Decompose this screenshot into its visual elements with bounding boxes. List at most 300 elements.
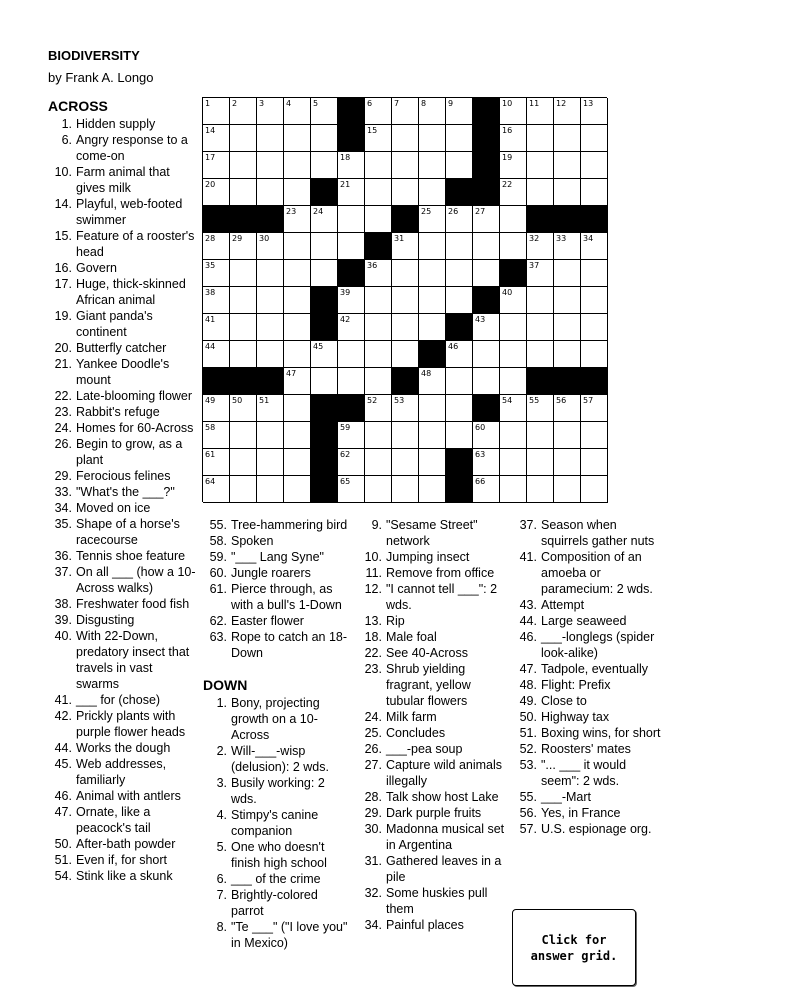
- cell-number: 17: [205, 153, 216, 162]
- grid-cell[interactable]: [230, 395, 257, 422]
- clue-text: Even if, for short: [76, 853, 168, 867]
- grid-cell[interactable]: [284, 287, 311, 314]
- grid-cell[interactable]: [473, 476, 500, 503]
- grid-cell[interactable]: [338, 368, 365, 395]
- grid-block: [392, 368, 419, 395]
- clue-number: 29.: [364, 806, 382, 820]
- clue-number: 22.: [54, 389, 72, 403]
- grid-cell[interactable]: [500, 98, 527, 125]
- grid-cell[interactable]: [257, 233, 284, 260]
- cell-number: 52: [367, 396, 378, 405]
- grid-cell[interactable]: [419, 98, 446, 125]
- grid-cell[interactable]: [500, 422, 527, 449]
- clue-number: 25.: [364, 726, 382, 740]
- grid-cell[interactable]: [527, 179, 554, 206]
- grid-cell[interactable]: [338, 422, 365, 449]
- grid-cell[interactable]: [230, 449, 257, 476]
- cell-number: 54: [502, 396, 513, 405]
- clue-number: 44.: [519, 614, 537, 628]
- grid-cell[interactable]: [365, 260, 392, 287]
- clue-number: 14.: [54, 197, 72, 211]
- clue-text: Jumping insect: [386, 550, 470, 564]
- clue-text: Freshwater food fish: [76, 597, 190, 611]
- grid-cell[interactable]: [257, 260, 284, 287]
- grid-cell[interactable]: [203, 98, 230, 125]
- grid-cell[interactable]: [338, 152, 365, 179]
- down-clue: [513, 757, 661, 789]
- clue-text: "Sesame Street" network: [386, 518, 478, 548]
- cell-number: 14: [205, 126, 216, 135]
- cell-number: 40: [502, 288, 513, 297]
- grid-cell[interactable]: [392, 341, 419, 368]
- grid-cell[interactable]: [203, 395, 230, 422]
- grid-cell[interactable]: [230, 314, 257, 341]
- grid-cell[interactable]: [284, 341, 311, 368]
- clue-column-1: [48, 98, 196, 884]
- across-clue: [48, 388, 196, 404]
- grid-cell[interactable]: [284, 206, 311, 233]
- grid-cell[interactable]: [500, 287, 527, 314]
- grid-cell[interactable]: [230, 260, 257, 287]
- grid-cell[interactable]: [311, 125, 338, 152]
- grid-cell[interactable]: [230, 341, 257, 368]
- grid-cell[interactable]: [500, 206, 527, 233]
- grid-cell[interactable]: [203, 341, 230, 368]
- clue-text: Remove from office: [386, 566, 495, 580]
- cell-number: 10: [502, 99, 513, 108]
- grid-cell[interactable]: [581, 422, 608, 449]
- clue-text: "What's the ___?": [76, 485, 175, 499]
- clue-text: ___-Mart: [541, 790, 592, 804]
- clue-number: 37.: [519, 518, 537, 532]
- grid-cell[interactable]: [419, 314, 446, 341]
- grid-cell[interactable]: [554, 395, 581, 422]
- grid-cell[interactable]: [392, 476, 419, 503]
- grid-cell[interactable]: [392, 260, 419, 287]
- clue-text: Composition of an amoeba or paramecium: 2 wds.: [541, 550, 653, 596]
- grid-cell[interactable]: [419, 233, 446, 260]
- grid-cell[interactable]: [284, 368, 311, 395]
- grid-cell[interactable]: [527, 152, 554, 179]
- clue-number: 26.: [54, 437, 72, 451]
- clue-number: 62.: [209, 614, 227, 628]
- grid-cell[interactable]: [392, 449, 419, 476]
- clue-text: Season when squirrels gather nuts: [541, 518, 655, 548]
- clue-text: See 40-Across: [386, 646, 468, 660]
- grid-cell[interactable]: [500, 476, 527, 503]
- cell-number: 29: [232, 234, 243, 243]
- grid-cell[interactable]: [203, 314, 230, 341]
- clue-number: 47.: [519, 662, 537, 676]
- grid-cell[interactable]: [500, 341, 527, 368]
- grid-cell[interactable]: [203, 449, 230, 476]
- clue-text: ___ for (chose): [76, 693, 161, 707]
- grid-cell[interactable]: [446, 260, 473, 287]
- grid-cell[interactable]: [284, 476, 311, 503]
- grid-cell[interactable]: [203, 233, 230, 260]
- grid-cell[interactable]: [392, 233, 419, 260]
- across-clue: [203, 517, 351, 533]
- grid-cell[interactable]: [230, 98, 257, 125]
- across-clue: [48, 436, 196, 468]
- across-clue: [48, 484, 196, 500]
- grid-cell[interactable]: [338, 476, 365, 503]
- grid-cell[interactable]: [392, 314, 419, 341]
- grid-cell[interactable]: [338, 179, 365, 206]
- clue-text: Animal with antlers: [76, 789, 181, 803]
- grid-cell[interactable]: [392, 98, 419, 125]
- grid-cell[interactable]: [527, 260, 554, 287]
- down-clue: [358, 789, 506, 805]
- grid-cell[interactable]: [311, 233, 338, 260]
- across-clue: [48, 308, 196, 340]
- clue-text: Dark purple fruits: [386, 806, 482, 820]
- grid-cell[interactable]: [473, 368, 500, 395]
- clue-text: Boxing wins, for short: [541, 726, 661, 740]
- grid-cell[interactable]: [203, 125, 230, 152]
- grid-cell[interactable]: [257, 98, 284, 125]
- grid-cell[interactable]: [419, 422, 446, 449]
- clue-text: Hidden supply: [76, 117, 156, 131]
- grid-block: [338, 125, 365, 152]
- cell-number: 33: [556, 234, 567, 243]
- grid-block: [554, 368, 581, 395]
- grid-cell[interactable]: [473, 260, 500, 287]
- grid-cell[interactable]: [554, 98, 581, 125]
- grid-cell[interactable]: [554, 125, 581, 152]
- clue-number: 46.: [519, 630, 537, 644]
- grid-cell[interactable]: [500, 233, 527, 260]
- cell-number: 48: [421, 369, 432, 378]
- grid-cell[interactable]: [554, 152, 581, 179]
- answer-grid-button[interactable]: [512, 909, 636, 986]
- grid-cell[interactable]: [392, 179, 419, 206]
- grid-cell[interactable]: [527, 98, 554, 125]
- grid-cell[interactable]: [419, 395, 446, 422]
- clue-number: 56.: [519, 806, 537, 820]
- grid-cell[interactable]: [500, 314, 527, 341]
- cell-number: 55: [529, 396, 540, 405]
- grid-cell[interactable]: [554, 449, 581, 476]
- grid-cell[interactable]: [527, 341, 554, 368]
- grid-cell[interactable]: [203, 287, 230, 314]
- grid-cell[interactable]: [284, 233, 311, 260]
- clue-text: Will-___-wisp (delusion): 2 wds.: [231, 744, 329, 774]
- clue-text: Angry response to a come-on: [76, 133, 188, 163]
- grid-cell[interactable]: [581, 341, 608, 368]
- down-clue: [513, 549, 661, 597]
- grid-cell[interactable]: [338, 314, 365, 341]
- answer-button-line2: answer grid.: [530, 948, 618, 963]
- down-clue: [513, 693, 661, 709]
- grid-cell[interactable]: [419, 476, 446, 503]
- grid-cell[interactable]: [365, 179, 392, 206]
- grid-cell[interactable]: [257, 125, 284, 152]
- clue-number: 51.: [519, 726, 537, 740]
- grid-cell[interactable]: [500, 179, 527, 206]
- grid-cell[interactable]: [554, 287, 581, 314]
- clue-number: 15.: [54, 229, 72, 243]
- grid-cell[interactable]: [446, 287, 473, 314]
- grid-cell[interactable]: [284, 422, 311, 449]
- grid-cell[interactable]: [554, 341, 581, 368]
- cell-number: 41: [205, 315, 216, 324]
- grid-cell[interactable]: [311, 368, 338, 395]
- clue-text: Homes for 60-Across: [76, 421, 194, 435]
- clue-number: 37.: [54, 565, 72, 579]
- grid-cell[interactable]: [257, 422, 284, 449]
- grid-cell[interactable]: [257, 476, 284, 503]
- grid-cell[interactable]: [392, 422, 419, 449]
- grid-cell[interactable]: [419, 206, 446, 233]
- grid-cell[interactable]: [257, 449, 284, 476]
- clue-text: Highway tax: [541, 710, 610, 724]
- grid-cell[interactable]: [365, 206, 392, 233]
- grid-cell[interactable]: [284, 395, 311, 422]
- grid-cell[interactable]: [284, 449, 311, 476]
- clue-text: Capture wild animals illegally: [386, 758, 503, 788]
- grid-cell[interactable]: [473, 233, 500, 260]
- grid-cell[interactable]: [581, 152, 608, 179]
- grid-cell[interactable]: [257, 179, 284, 206]
- cell-number: 6: [367, 99, 373, 108]
- clue-text: Works the dough: [76, 741, 171, 755]
- grid-cell[interactable]: [473, 314, 500, 341]
- grid-cell[interactable]: [365, 476, 392, 503]
- grid-cell[interactable]: [500, 395, 527, 422]
- cell-number: 62: [340, 450, 351, 459]
- grid-cell[interactable]: [311, 152, 338, 179]
- clue-number: 27.: [364, 758, 382, 772]
- clue-text: Ornate, like a peacock's tail: [76, 805, 151, 835]
- grid-cell[interactable]: [203, 422, 230, 449]
- grid-block: [473, 179, 500, 206]
- grid-cell[interactable]: [554, 476, 581, 503]
- grid-cell[interactable]: [230, 125, 257, 152]
- cell-number: 9: [448, 99, 454, 108]
- clue-number: 39.: [54, 613, 72, 627]
- grid-cell[interactable]: [527, 287, 554, 314]
- grid-cell[interactable]: [365, 368, 392, 395]
- grid-cell[interactable]: [581, 476, 608, 503]
- down-clue: [358, 741, 506, 757]
- grid-cell[interactable]: [527, 233, 554, 260]
- grid-cell[interactable]: [203, 476, 230, 503]
- grid-cell[interactable]: [230, 233, 257, 260]
- grid-cell[interactable]: [257, 314, 284, 341]
- grid-cell[interactable]: [527, 395, 554, 422]
- grid-cell[interactable]: [284, 260, 311, 287]
- across-clue: [48, 564, 196, 596]
- grid-cell[interactable]: [338, 206, 365, 233]
- grid-cell[interactable]: [527, 422, 554, 449]
- cell-number: 13: [583, 99, 594, 108]
- grid-cell[interactable]: [311, 341, 338, 368]
- grid-cell[interactable]: [500, 125, 527, 152]
- down-clue: [513, 709, 661, 725]
- grid-cell[interactable]: [554, 422, 581, 449]
- clue-number: 2.: [216, 744, 227, 758]
- clue-text: Bony, projecting growth on a 10-Across: [231, 696, 320, 742]
- grid-cell[interactable]: [257, 287, 284, 314]
- grid-cell[interactable]: [257, 341, 284, 368]
- grid-cell[interactable]: [365, 395, 392, 422]
- clue-text: Some huskies pull them: [386, 886, 488, 916]
- cell-number: 27: [475, 207, 486, 216]
- clue-text: Painful places: [386, 918, 464, 932]
- down-clue: [358, 885, 506, 917]
- grid-cell[interactable]: [365, 287, 392, 314]
- across-clue: [48, 708, 196, 740]
- grid-cell[interactable]: [446, 233, 473, 260]
- grid-cell[interactable]: [338, 287, 365, 314]
- grid-cell[interactable]: [581, 314, 608, 341]
- clue-text: Male foal: [386, 630, 437, 644]
- grid-cell[interactable]: [446, 368, 473, 395]
- grid-cell[interactable]: [392, 395, 419, 422]
- grid-cell[interactable]: [473, 422, 500, 449]
- down-clue: [203, 839, 351, 871]
- grid-cell[interactable]: [338, 449, 365, 476]
- grid-cell[interactable]: [203, 152, 230, 179]
- grid-cell[interactable]: [365, 125, 392, 152]
- grid-cell[interactable]: [284, 125, 311, 152]
- grid-cell[interactable]: [365, 98, 392, 125]
- grid-cell[interactable]: [311, 206, 338, 233]
- clue-number: 10.: [54, 165, 72, 179]
- grid-cell[interactable]: [230, 152, 257, 179]
- grid-cell[interactable]: [338, 233, 365, 260]
- clue-text: Close to: [541, 694, 587, 708]
- clue-text: After-bath powder: [76, 837, 176, 851]
- grid-cell[interactable]: [527, 314, 554, 341]
- clue-text: Rope to catch an 18-Down: [231, 630, 348, 660]
- cell-number: 36: [367, 261, 378, 270]
- grid-cell[interactable]: [554, 233, 581, 260]
- grid-cell[interactable]: [365, 449, 392, 476]
- clue-text: Moved on ice: [76, 501, 151, 515]
- clue-number: 28.: [364, 790, 382, 804]
- grid-cell[interactable]: [527, 449, 554, 476]
- grid-cell[interactable]: [365, 422, 392, 449]
- grid-cell[interactable]: [230, 287, 257, 314]
- grid-cell[interactable]: [365, 152, 392, 179]
- down-clue: [513, 661, 661, 677]
- cell-number: 51: [259, 396, 270, 405]
- grid-cell[interactable]: [419, 152, 446, 179]
- across-clue: [203, 581, 351, 613]
- grid-cell[interactable]: [338, 341, 365, 368]
- grid-cell[interactable]: [446, 206, 473, 233]
- clue-text: "... ___ it would seem": 2 wds.: [541, 758, 627, 788]
- grid-cell[interactable]: [581, 287, 608, 314]
- clue-number: 52.: [519, 742, 537, 756]
- clue-text: "I cannot tell ___": 2 wds.: [386, 582, 498, 612]
- grid-cell[interactable]: [473, 449, 500, 476]
- cell-number: 49: [205, 396, 216, 405]
- grid-cell[interactable]: [581, 395, 608, 422]
- grid-cell[interactable]: [446, 341, 473, 368]
- grid-cell[interactable]: [419, 125, 446, 152]
- grid-cell[interactable]: [473, 206, 500, 233]
- grid-cell[interactable]: [554, 314, 581, 341]
- grid-cell[interactable]: [446, 98, 473, 125]
- grid-cell[interactable]: [230, 179, 257, 206]
- down-clue: [203, 919, 351, 951]
- down-clue: [513, 597, 661, 613]
- grid-cell[interactable]: [581, 260, 608, 287]
- grid-cell[interactable]: [446, 152, 473, 179]
- clue-text: "Te ___" ("I love you" in Mexico): [231, 920, 348, 950]
- grid-cell[interactable]: [581, 233, 608, 260]
- clue-number: 1.: [61, 117, 72, 131]
- grid-cell[interactable]: [392, 152, 419, 179]
- grid-cell[interactable]: [284, 152, 311, 179]
- grid-cell[interactable]: [311, 98, 338, 125]
- across-clue: [203, 629, 351, 661]
- grid-cell[interactable]: [392, 287, 419, 314]
- grid-cell[interactable]: [230, 476, 257, 503]
- grid-cell[interactable]: [284, 314, 311, 341]
- clue-number: 21.: [54, 357, 72, 371]
- grid-cell[interactable]: [419, 260, 446, 287]
- grid-cell[interactable]: [446, 125, 473, 152]
- grid-cell[interactable]: [230, 422, 257, 449]
- grid-cell[interactable]: [419, 179, 446, 206]
- grid-cell[interactable]: [527, 125, 554, 152]
- grid-cell[interactable]: [581, 98, 608, 125]
- grid-cell[interactable]: [365, 341, 392, 368]
- grid-cell[interactable]: [203, 260, 230, 287]
- grid-cell[interactable]: [581, 125, 608, 152]
- grid-cell[interactable]: [500, 152, 527, 179]
- grid-cell[interactable]: [311, 260, 338, 287]
- grid-block: [230, 368, 257, 395]
- grid-cell[interactable]: [284, 98, 311, 125]
- grid-block: [311, 179, 338, 206]
- clue-text: Madonna musical set in Argentina: [386, 822, 505, 852]
- grid-cell[interactable]: [446, 395, 473, 422]
- down-clue: [358, 549, 506, 565]
- grid-cell[interactable]: [257, 152, 284, 179]
- grid-cell[interactable]: [284, 179, 311, 206]
- grid-cell[interactable]: [365, 314, 392, 341]
- grid-cell[interactable]: [419, 368, 446, 395]
- grid-cell[interactable]: [527, 476, 554, 503]
- grid-cell[interactable]: [581, 449, 608, 476]
- grid-cell[interactable]: [419, 449, 446, 476]
- grid-cell[interactable]: [203, 179, 230, 206]
- grid-block: [203, 206, 230, 233]
- grid-cell[interactable]: [257, 395, 284, 422]
- clue-number: 5.: [216, 840, 227, 854]
- grid-cell[interactable]: [392, 125, 419, 152]
- grid-cell[interactable]: [473, 341, 500, 368]
- cell-number: 57: [583, 396, 594, 405]
- grid-cell[interactable]: [500, 449, 527, 476]
- across-clue: [48, 516, 196, 548]
- grid-cell[interactable]: [500, 368, 527, 395]
- grid-cell[interactable]: [419, 287, 446, 314]
- across-clue: [48, 164, 196, 196]
- clue-number: 58.: [209, 534, 227, 548]
- clue-number: 41.: [519, 550, 537, 564]
- grid-cell[interactable]: [554, 260, 581, 287]
- grid-cell[interactable]: [446, 422, 473, 449]
- grid-cell[interactable]: [581, 179, 608, 206]
- clue-text: Tree-hammering bird: [231, 518, 348, 532]
- grid-cell[interactable]: [554, 179, 581, 206]
